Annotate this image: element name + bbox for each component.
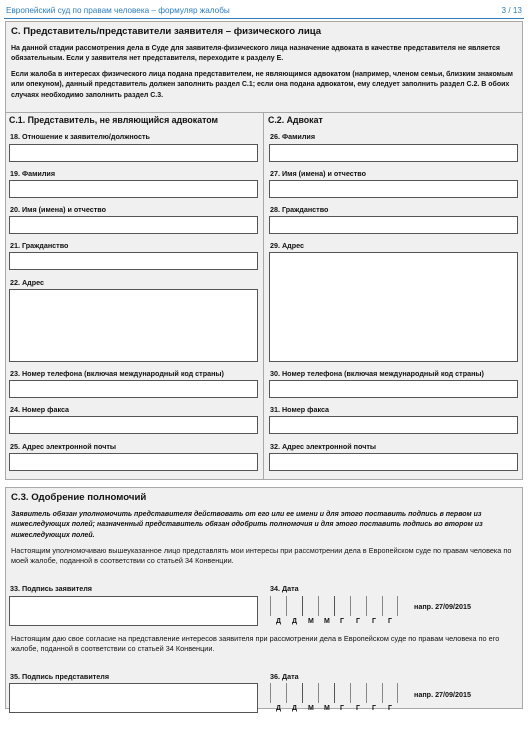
section-c3-instruction: Заявитель обязан уполномочить представителя действовать от его или ее имени и для этого поставить подпись в первом из нижеследующих полей; назначенный представитель обязан одобрить полномочия и для этого поставить подпись во втором из нижеследующих полей. (11, 511, 483, 539)
date-cell[interactable]: Д (286, 683, 302, 703)
field-20-label: 20. Имя (имена) и отчество (10, 205, 106, 214)
applicant-signature-field[interactable] (9, 596, 258, 626)
date-cell[interactable]: Г (366, 596, 382, 616)
rep-fax-field[interactable] (9, 416, 258, 434)
page-header (4, 4, 524, 18)
date-cell[interactable]: Г (382, 683, 398, 703)
field-34-label: 34. Дата (270, 584, 299, 593)
date-cell[interactable]: Г (382, 596, 398, 616)
field-24-label: 24. Номер факса (10, 405, 70, 414)
date-cell[interactable]: Г (350, 596, 366, 616)
date-cell[interactable]: М (302, 596, 318, 616)
field-32-label: 32. Адрес электронной почты (270, 442, 377, 451)
section-c-note-2: Если жалоба в интересах физического лица подана представителем, не являющимся адвокатом (например, членом семьи, близким знакомым или опекуном), данный представитель должен заполнить раздел C.1; если она подана адвокатом, ему следует заполнить раздел C.2. В обоих случаях необходимо заполнить раздел C.3. (11, 71, 513, 99)
applicant-date-field[interactable] (270, 596, 398, 625)
lawyer-surname-field[interactable] (269, 144, 518, 162)
field-23-label: 23. Номер телефона (включая международный код страны) (10, 369, 224, 378)
representative-date-field[interactable] (270, 683, 398, 712)
authority-text: Настоящим уполномочиваю вышеуказанное лицо представлять мои интересы при рассмотрении дела в Европейском суде по правам человека по моей жалобе, поданной в соответствии со статьей 34 Конвенции. (11, 546, 512, 566)
date-cell[interactable]: Г (350, 683, 366, 703)
date-cell[interactable]: Д (286, 596, 302, 616)
page-number: 3 / 13 (501, 6, 522, 15)
lawyer-firstname-field[interactable] (269, 180, 518, 198)
representative-signature-field[interactable] (9, 683, 258, 713)
section-c-title: C. Представитель/представители заявителя – физического лица (11, 26, 322, 37)
rep-phone-field[interactable] (9, 380, 258, 398)
lawyer-fax-field[interactable] (269, 416, 518, 434)
rep-address-field[interactable] (9, 289, 258, 362)
field-27-label: 27. Имя (имена) и отчество (270, 169, 366, 178)
field-30-label: 30. Номер телефона (включая международный код страны) (270, 369, 484, 378)
date-cell[interactable]: М (318, 596, 334, 616)
section-c1-title: C.1. Представитель, не являющийся адвокатом (9, 115, 219, 125)
field-25-label: 25. Адрес электронной почты (10, 442, 117, 451)
date-cell[interactable]: Г (334, 596, 350, 616)
consent-text: Настоящим даю свое согласие на представление интересов заявителя при рассмотрении дела в Европейском суде по правам человека по его жалобе, поданной в соответствии со статьей 34 Конвенции. (11, 634, 500, 654)
header-divider (4, 18, 524, 19)
lawyer-nationality-field[interactable] (269, 216, 518, 234)
relationship-field[interactable] (9, 144, 258, 162)
rep-surname-field[interactable] (9, 180, 258, 198)
field-21-label: 21. Гражданство (10, 241, 69, 250)
field-28-label: 28. Гражданство (270, 205, 329, 214)
date-cell[interactable]: Г (366, 683, 382, 703)
date-cell[interactable]: Г (334, 683, 350, 703)
field-19-label: 19. Фамилия (10, 169, 56, 178)
field-31-label: 31. Номер факса (270, 405, 330, 414)
column-divider (263, 112, 264, 480)
field-35-label: 35. Подпись представителя (10, 672, 110, 681)
field-26-label: 26. Фамилия (270, 132, 316, 141)
lawyer-phone-field[interactable] (269, 380, 518, 398)
section-c-note-1: На данной стадии рассмотрения дела в Суде для заявителя-физического лица назначение адвоката в качестве представителя не является обязательным. Если у заявителя нет представителя, переходите к разделу Е. (11, 45, 500, 63)
field-18-label: 18. Отношение к заявителю/должность (10, 132, 150, 141)
date-example-2: напр. 27/09/2015 (414, 690, 472, 699)
date-cell[interactable]: Д (270, 596, 286, 616)
section-c2-title: C.2. Адвокат (268, 115, 323, 125)
field-33-label: 33. Подпись заявителя (10, 584, 92, 593)
rep-nationality-field[interactable] (9, 252, 258, 270)
rep-firstname-field[interactable] (9, 216, 258, 234)
field-36-label: 36. Дата (270, 672, 299, 681)
field-22-label: 22. Адрес (10, 278, 45, 287)
section-c3-title: C.3. Одобрение полномочий (11, 492, 147, 503)
date-cell[interactable]: Д (270, 683, 286, 703)
field-29-label: 29. Адрес (270, 241, 305, 250)
rep-email-field[interactable] (9, 453, 258, 471)
date-example-1: напр. 27/09/2015 (414, 602, 472, 611)
lawyer-address-field[interactable] (269, 252, 518, 362)
date-cell[interactable]: М (318, 683, 334, 703)
date-cell[interactable]: М (302, 683, 318, 703)
form-title: Европейский суд по правам человека – формуляр жалобы (6, 6, 230, 15)
lawyer-email-field[interactable] (269, 453, 518, 471)
